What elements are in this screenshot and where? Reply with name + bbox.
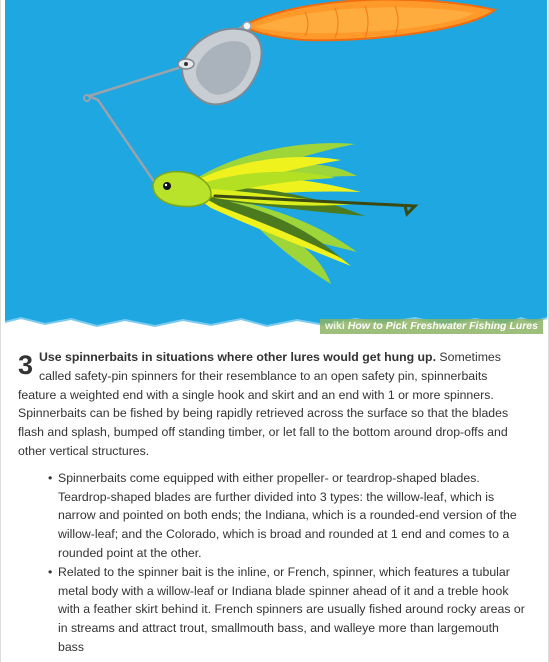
spinnerbait-illustration [5,0,547,337]
bullet-text: Spinnerbaits come equipped with either propeller- or teardrop-shaped blades. Teardrop-shaped blades are further divided into 3 types: the willow-leaf, which is narrow and pointed on both ends; the Indiana, which is a rounded-end version of the willow-leaf; and the Colorado, which is broad and rounded at 1 end and comes to a rounded point at the other. [58,470,517,560]
step-heading: Use spinnerbaits in situations where other lures would get hung up. [39,350,436,364]
bullet-item [48,469,528,563]
bullet-dot: • [48,470,53,485]
watermark-brand: wiki [324,320,345,332]
wikihow-watermark [320,319,543,334]
step-number: 3 [18,350,34,380]
bullet-dot: • [48,564,53,579]
spinnerbait-drawing [5,0,547,337]
watermark-text: How to Pick Freshwater Fishing Lures [347,320,538,332]
bullet-text: Related to the spinner bait is the inline, or French, spinner, which features a tubular metal body with a willow-leaf or Indiana blade spinner ahead of it and a treble hook with a feather skirt behind it. French spinners are usually fished around rocky areas or in streams and attract trout, smallmouth bass, and walleye more than largemouth bass [58,564,525,654]
step-bullet-list [18,469,528,657]
step-section [18,348,528,657]
bullet-item [48,563,528,657]
step-body: Sometimes called safety-pin spinners for their resemblance to an open safety pin, spinnerbaits feature a weighted end with a single hook and skirt and an end with 1 or more spinners. Spinnerbaits can be fished by being rapidly retrieved across the surface so that the blades flash and splash, bumped off standing timber, or let fall to the bottom around drop-offs and other vertical structures. [18,350,509,458]
step-paragraph [18,348,528,461]
